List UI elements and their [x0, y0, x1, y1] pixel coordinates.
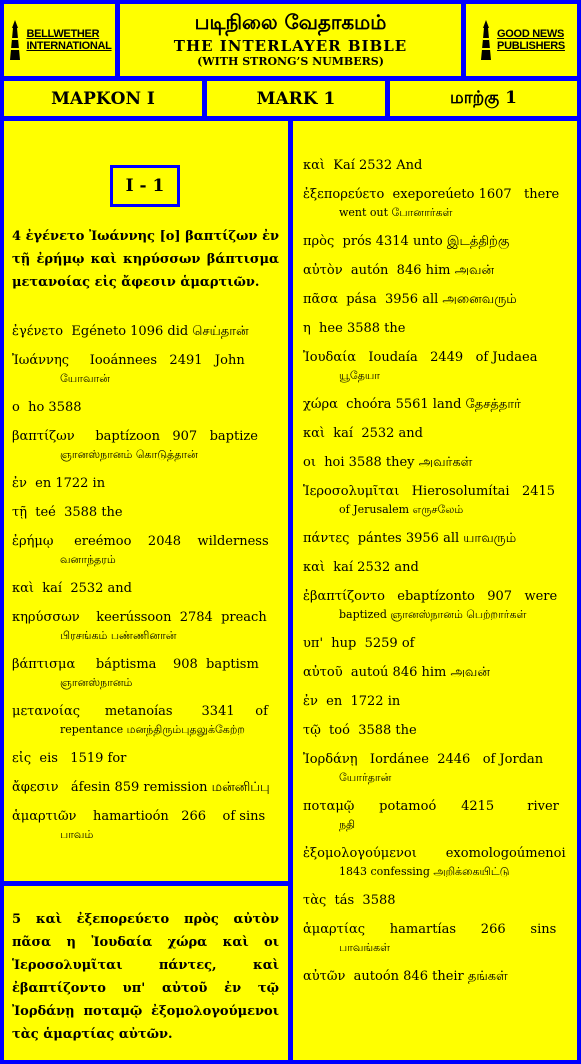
word-entry-line1: καὶ kaí 2532 and	[12, 581, 132, 596]
word-entry	[303, 291, 567, 309]
word-entry-line1: Ἰωάννης Iooánnees 2491 John	[12, 353, 245, 368]
word-entry-line2: repentance மனந்திரும்புதலுக்கேற்ற	[60, 723, 245, 736]
word-entry-line1: υπ' hup 5259 of	[303, 636, 415, 651]
right-word-list	[303, 157, 567, 997]
word-entry-line2: went out போனார்கள்	[339, 206, 453, 219]
word-entry-line1: ἐν en 1722 in	[303, 694, 401, 709]
word-entry	[303, 559, 567, 577]
right-logo	[466, 4, 577, 76]
word-entry-line1: τῷ toó 3588 the	[303, 723, 417, 738]
word-entry	[12, 352, 279, 388]
word-entry-line1: αὐτῶν autoón 846 their தங்கள்	[303, 969, 508, 984]
word-entry	[12, 323, 279, 341]
word-entry	[303, 722, 567, 740]
word-entry-line2: யோவான்	[60, 372, 110, 385]
word-entry-line2: வனாந்தரம்	[60, 553, 116, 566]
word-entry	[303, 262, 567, 280]
word-entry-line1: μετανοίας metanoías 3341 of	[12, 704, 268, 719]
word-entry	[12, 504, 279, 522]
word-entry	[303, 396, 567, 414]
word-entry-line1: καὶ kaí 2532 and	[303, 426, 423, 441]
tower-icon	[7, 20, 23, 60]
word-entry-line1: ἐξεπορεύετο exeporeúeto 1607 there	[303, 187, 560, 202]
book-tamil: மாற்கு 1	[390, 81, 577, 116]
verse-5-text: 5 καὶ ἐξεπορεύετο πρὸς αὐτὸν πᾶσα η Ἰουδαία χώρα καὶ οι Ἱεροσολυμῖται πάντες, καὶ ἐβαπτίζοντο υπ' αὐτοῦ ἐν τῷ Ἰορδάνῃ ποταμῷ ἐξομολογούμενοι τὰς ἁμαρτίας αὐτῶν.	[12, 912, 279, 1042]
word-entry	[12, 779, 279, 797]
word-entry-line1: ἁμαρτιῶν hamartioón 266 of sins	[12, 809, 266, 824]
word-entry-line1: ποταμῷ potamoó 4215 river	[303, 799, 559, 814]
word-entry-line2: யூதேயா	[339, 369, 381, 382]
word-entry-line1: πᾶσα pása 3956 all அனைவரும்	[303, 292, 517, 307]
word-entry-line1: η hee 3588 the	[303, 321, 406, 336]
word-entry-line2: 1843 confessing அறிக்கையிட்டு	[339, 865, 510, 878]
word-entry	[303, 157, 567, 175]
word-entry	[303, 892, 567, 910]
word-entry-line1: κηρύσσων keerússoon 2784 preach	[12, 610, 267, 625]
word-entry	[303, 425, 567, 443]
right-logo-line1: GOOD NEWS	[497, 28, 565, 40]
word-entry-line1: καὶ kaí 2532 and	[303, 560, 419, 575]
word-entry	[303, 845, 567, 881]
word-entry	[303, 530, 567, 548]
word-entry-line2: baptized ஞானஸ்நானம் பெற்றார்கள்	[339, 608, 527, 621]
word-entry-line1: εἰς eis 1519 for	[12, 751, 127, 766]
right-logo-line2: PUBLISHERS	[497, 40, 565, 52]
word-entry	[12, 656, 279, 692]
tower-icon	[478, 20, 494, 60]
word-entry-line1: βαπτίζων baptízoon 907 baptize	[12, 429, 258, 444]
word-entry	[12, 808, 279, 844]
word-entry	[303, 921, 567, 957]
left-panel-verse5	[4, 886, 288, 1060]
word-entry	[303, 483, 567, 519]
word-entry	[303, 664, 567, 682]
word-entry-line1: ο ho 3588	[12, 400, 82, 415]
word-entry-line1: πάντες pántes 3956 all யாவரும்	[303, 531, 517, 546]
word-entry-line1: πρὸς prós 4314 unto இடத்திற்கு	[303, 234, 510, 249]
word-entry	[303, 693, 567, 711]
chapter-label: I - 1	[110, 165, 180, 207]
word-entry	[303, 454, 567, 472]
word-entry-line1: Ἰορδάνῃ Iordánee 2446 of Jordan	[303, 752, 544, 767]
book-greek: ΜΑΡΚΟΝ Ι	[4, 81, 202, 116]
title-tamil: படிநிலை வேதாகமம்	[194, 10, 387, 34]
left-word-list	[12, 323, 279, 855]
word-entry	[12, 428, 279, 464]
word-entry-line1: Ἰουδαία Ioudaía 2449 of Judaea	[303, 350, 538, 365]
left-logo	[4, 4, 115, 76]
word-entry	[12, 703, 279, 739]
word-entry	[12, 750, 279, 768]
title-english: THE INTERLAYER BIBLE	[173, 37, 408, 55]
word-entry-line2: பிரசங்கம் பண்ணினான்	[60, 629, 177, 642]
word-entry-line1: τὰς tás 3588	[303, 893, 396, 908]
verse-4-text: 4 ἐγένετο Ἰωάννης [ο] βαπτίζων ἐν τῇ ἐρήμῳ καὶ κηρύσσων βάπτισμα μετανοίας εἰς ἄφεσιν ἁμαρτιῶν.	[12, 229, 279, 290]
word-entry	[303, 233, 567, 251]
word-entry-line1: ἐγένετο Egéneto 1096 did செய்தான்	[12, 324, 249, 339]
word-entry	[303, 186, 567, 222]
word-entry-line2: யோர்தான்	[339, 771, 392, 784]
word-entry-line2: ஞானஸ்நானம் கொடுத்தான்	[60, 448, 198, 461]
word-entry	[12, 609, 279, 645]
word-entry	[12, 475, 279, 493]
word-entry	[303, 635, 567, 653]
word-entry-line2: பாவம்	[60, 828, 94, 841]
word-entry-line1: καὶ Kaí 2532 And	[303, 158, 423, 173]
right-panel	[293, 121, 577, 1060]
word-entry-line2: நதி	[339, 818, 356, 831]
word-entry-line1: αὐτοῦ autoú 846 him அவன்	[303, 665, 490, 680]
word-entry-line1: τῇ teé 3588 the	[12, 505, 123, 520]
word-entry	[303, 968, 567, 986]
word-entry-line1: αὐτὸν autón 846 him அவன்	[303, 263, 495, 278]
word-entry-line1: οι hoi 3588 they அவர்கள்	[303, 455, 473, 470]
word-entry-line1: ἐν en 1722 in	[12, 476, 106, 491]
word-entry	[12, 580, 279, 598]
word-entry	[303, 349, 567, 385]
word-entry	[303, 798, 567, 834]
word-entry-line1: χώρα choóra 5561 land தேசத்தார்	[303, 397, 521, 412]
word-entry-line2: ஞானஸ்நானம்	[60, 676, 133, 689]
word-entry	[12, 399, 279, 417]
word-entry-line2: பாவங்கள்	[339, 941, 391, 954]
left-logo-line2: INTERNATIONAL	[26, 40, 112, 52]
word-entry-line1: ἄφεσιν áfesin 859 remission மன்னிப்பு	[12, 780, 270, 795]
word-entry-line1: ἁμαρτίας hamartías 266 sins	[303, 922, 557, 937]
word-entry-line1: ἐξομολογούμενοι exomologoúmenoi	[303, 846, 566, 861]
word-entry	[303, 588, 567, 624]
book-english: MARK 1	[207, 81, 385, 116]
word-entry-line2: of Jerusalem எருசலேம்	[339, 503, 464, 516]
left-logo-line1: BELLWETHER	[26, 28, 100, 40]
word-entry-line1: βάπτισμα báptisma 908 baptism	[12, 657, 259, 672]
title-subtitle: (WITH STRONG’S NUMBERS)	[197, 55, 384, 68]
left-panel-verse4	[4, 121, 288, 881]
word-entry	[303, 320, 567, 338]
word-entry-line1: Ἱεροσολυμῖται Hierosolumítai 2415	[303, 484, 556, 499]
word-entry-line1: ἐρήμῳ ereémoo 2048 wilderness	[12, 534, 269, 549]
word-entry	[12, 533, 279, 569]
title-block	[120, 4, 461, 76]
word-entry	[303, 751, 567, 787]
word-entry-line1: ἐβαπτίζοντο ebaptízonto 907 were	[303, 589, 558, 604]
